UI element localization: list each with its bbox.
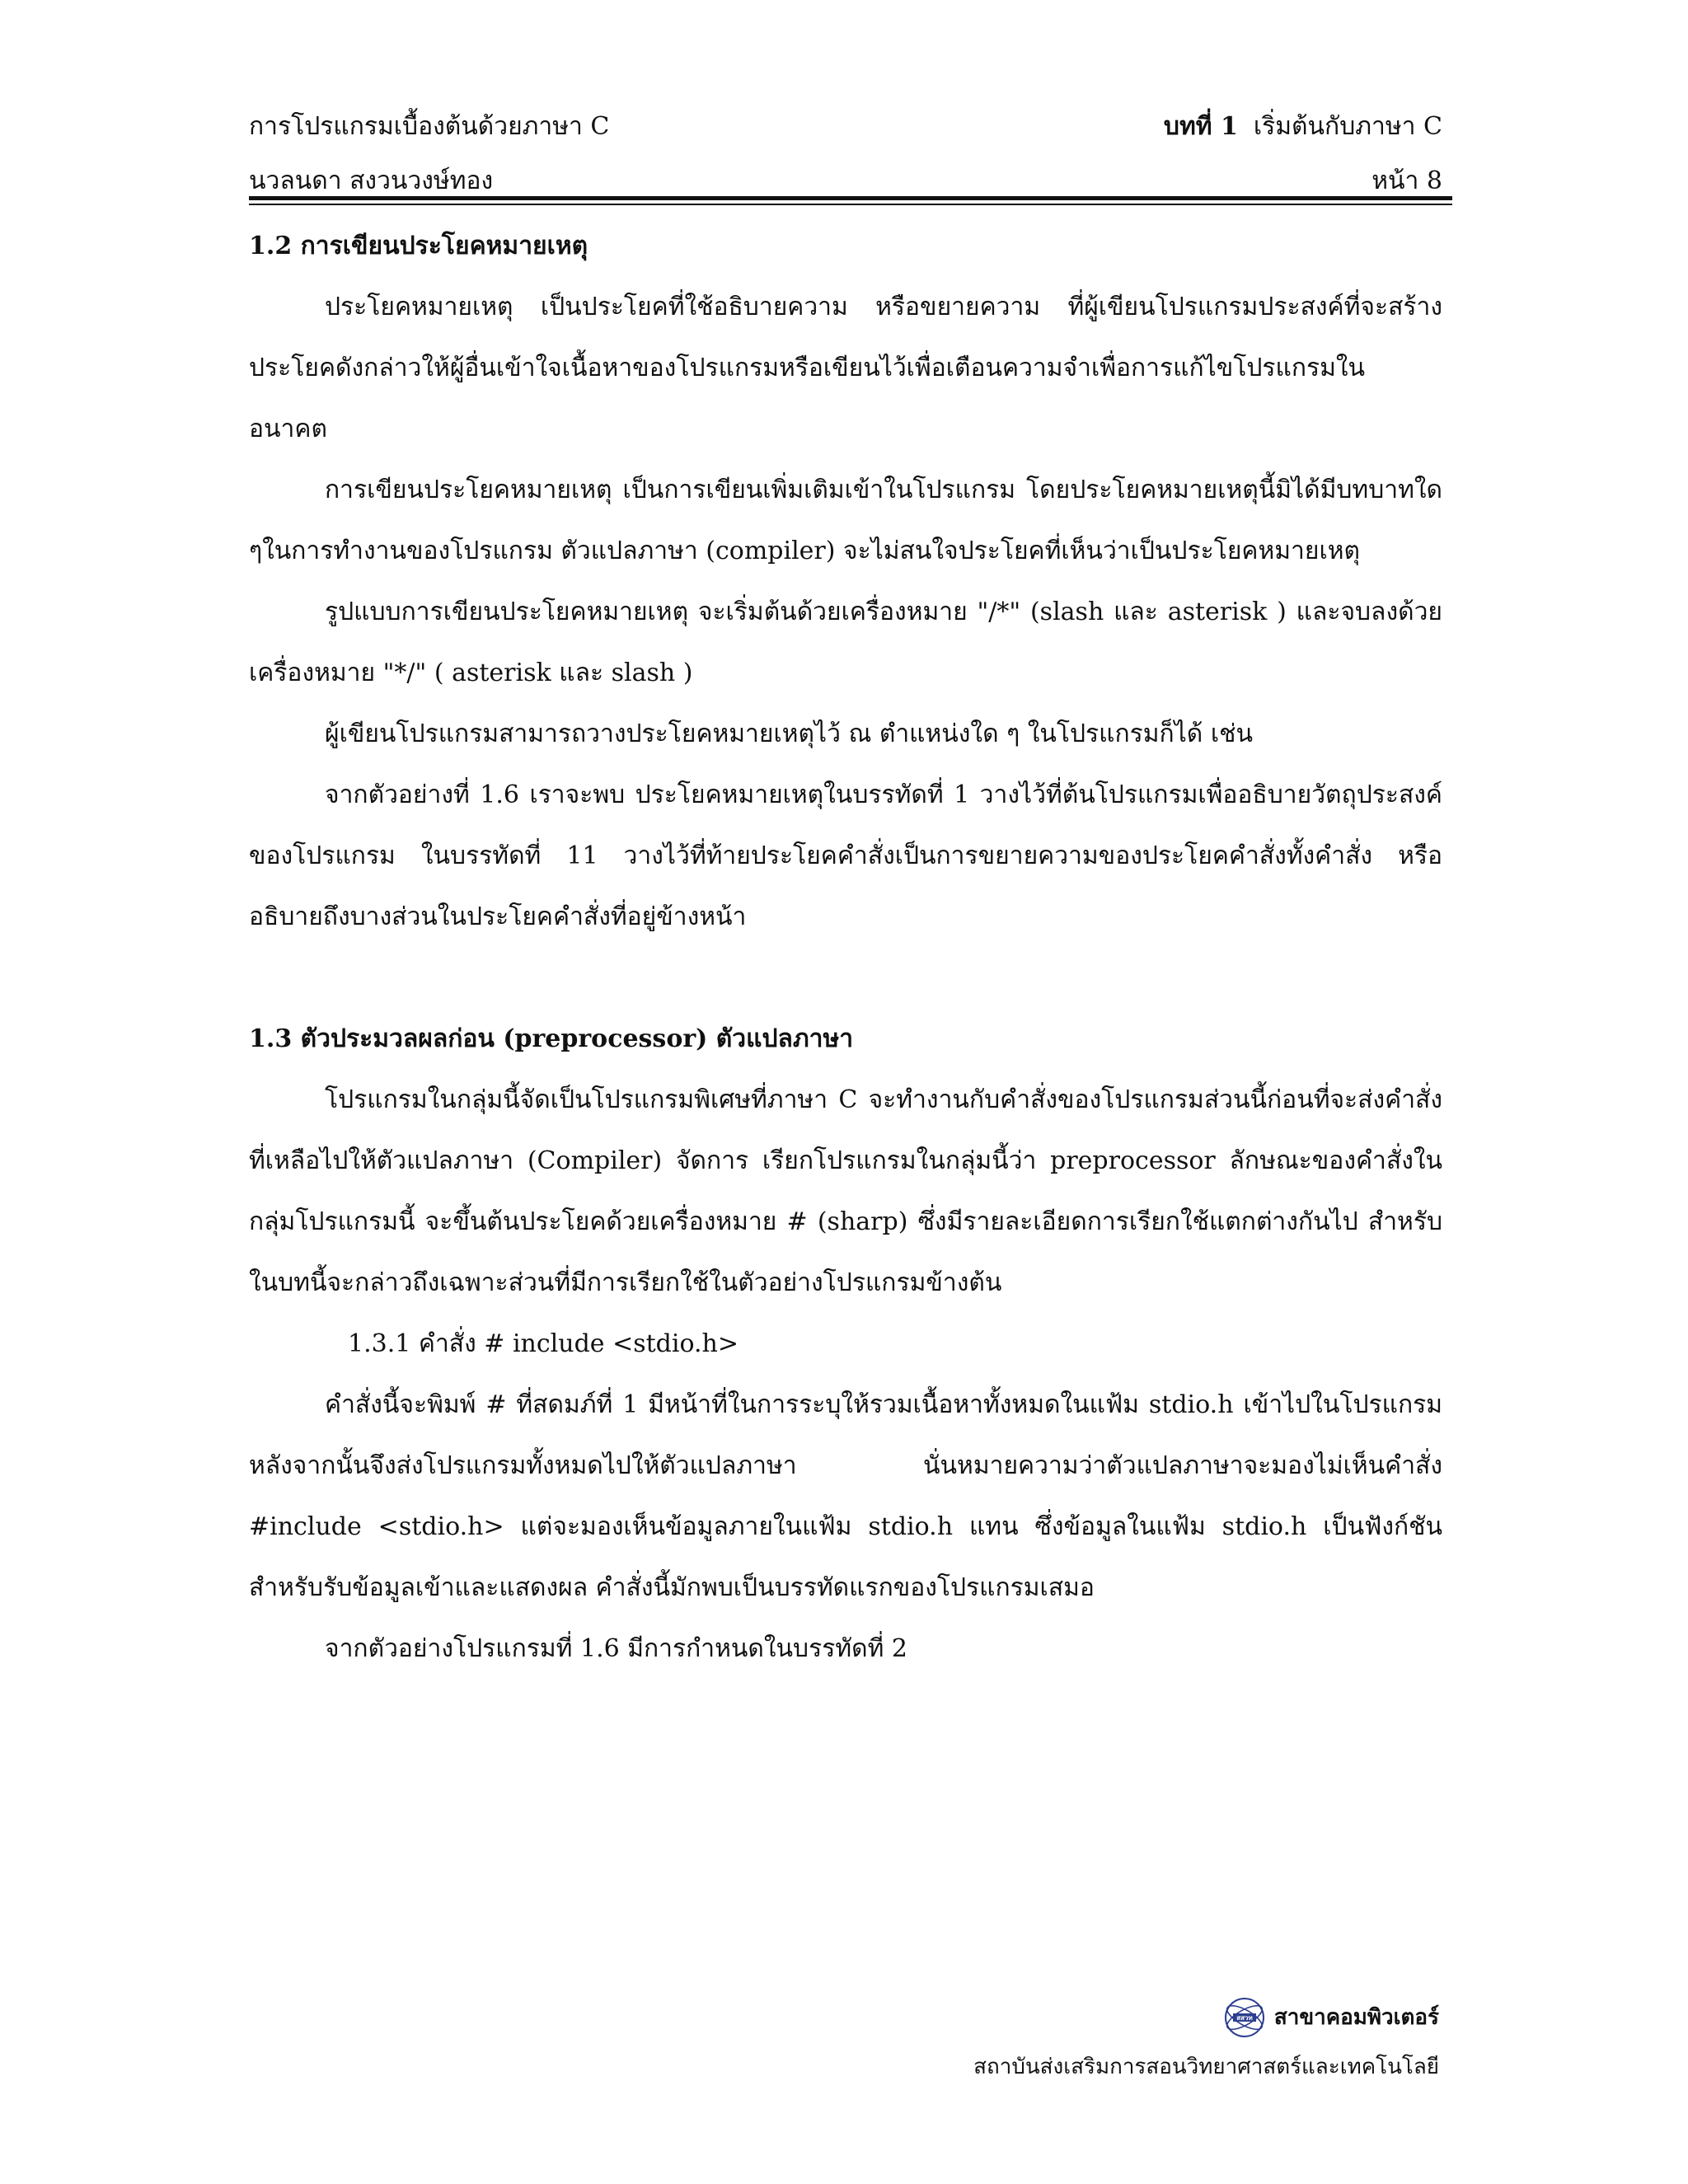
header-page-number: หน้า 8 [1372,166,1442,195]
header-chapter-number: บทที่ 1 [1163,112,1238,141]
header-rule-thin [249,204,1452,205]
paragraph-include-explanation: คำสั่งนี้จะพิมพ์ # ที่สดมภ์ที่ 1 มีหน้าที่ในการระบุให้รวมเนื้อหาทั้งหมดในแฟ้ม stdio.h เข้าไปในโปรแกรม หลังจากนั้นจึงส่งโปรแกรมทั้งหมดไปให้ตัวแปลภาษา นั่นหมายความว่าตัวแปลภาษาจะมองไม่เห็นคำสั่ง #include <stdio.h> แต่จะมองเห็นข้อมูลภายในแฟ้ม stdio.h แทน ซึ่งข้อมูลในแฟ้ม stdio.h เป็นฟังก์ชันสำหรับรับข้อมูลเข้าและแสดงผล คำสั่งนี้มักพบเป็นบรรทัดแรกของโปรแกรมเสมอ [249,1390,1442,1602]
section-heading-1-3: 1.3 ตัวประมวลผลก่อน (preprocessor) ตัวแปลภาษา [249,1024,854,1053]
header-rule-thick [249,196,1452,200]
paragraph-comment-syntax: รูปแบบการเขียนประโยคหมายเหตุ จะเริ่มต้นด้วยเครื่องหมาย "/*" (slash และ asterisk ) และจบลงด้วยเครื่องหมาย "*/" ( asterisk และ slash ) [249,598,1442,687]
header-chapter [1164,107,1442,146]
paragraph-comment-definition: ประโยคหมายเหตุ เป็นประโยคที่ใช้อธิบายความ หรือขยายความ ที่ผู้เขียนโปรแกรมประสงค์ที่จะสร้างประโยคดังกล่าวให้ผู้อื่นเข้าใจเนื้อหาของโปรแกรมหรือเขียนไว้เพื่อเตือนความจำเพื่อการแก้ไขโปรแกรมในอนาคต [249,293,1442,443]
paragraph-comment-purpose: การเขียนประโยคหมายเหตุ เป็นการเขียนเพิ่มเติมเข้าในโปรแกรม โดยประโยคหมายเหตุนี้มิได้มีบทบาทใด ๆในการทำงานของโปรแกรม ตัวแปลภาษา (compiler) จะไม่สนใจประโยคที่เห็นว่าเป็นประโยคหมายเหตุ [249,476,1442,565]
paragraph-comment-placement: ผู้เขียนโปรแกรมสามารถวางประโยคหมายเหตุไว้ ณ ตำแหน่งใด ๆ ในโปรแกรมก็ได้ เช่น [325,719,1253,748]
page-footer [973,1993,1439,2092]
header-book-title: การโปรแกรมเบื้องต้นด้วยภาษา C [249,112,610,141]
logo-lettering: สสวท [1236,2014,1253,2022]
header-row-bottom [249,162,1442,200]
page-content [249,216,1442,1680]
section-spacer [249,948,1442,1009]
header-row-top [249,107,1442,146]
footer-department: สาขาคอมพิวเตอร์ [1273,2005,1439,2030]
section-heading-1-2: 1.2 การเขียนประโยคหมายเหตุ [249,232,588,260]
institute-logo-icon [1223,1996,1266,2039]
paragraph-comment-example: จากตัวอย่างที่ 1.6 เราจะพบ ประโยคหมายเหตุในบรรทัดที่ 1 วางไว้ที่ต้นโปรแกรมเพื่ออธิบายวัตถุประสงค์ของโปรแกรม ในบรรทัดที่ 11 วางไว้ที่ท้ายประโยคคำสั่งเป็นการขยายความของประโยคคำสั่งทั้งคำสั่ง หรืออธิบายถึงบางส่วนในประโยคคำสั่งที่อยู่ข้างหน้า [249,780,1442,931]
footer-institute: สถาบันส่งเสริมการสอนวิทยาศาสตร์และเทคโนโลยี [973,2055,1439,2079]
subheading-1-3-1: 1.3.1 คำสั่ง # include <stdio.h> [348,1329,738,1358]
paragraph-preprocessor-intro: โปรแกรมในกลุ่มนี้จัดเป็นโปรแกรมพิเศษที่ภาษา C จะทำงานกับคำสั่งของโปรแกรมส่วนนี้ก่อนที่จะส่งคำสั่งที่เหลือไปให้ตัวแปลภาษา (Compiler) จัดการ เรียกโปรแกรมในกลุ่มนี้ว่า preprocessor ลักษณะของคำสั่งในกลุ่มโปรแกรมนี้ จะขึ้นต้นประโยคด้วยเครื่องหมาย # (sharp) ซึ่งมีรายละเอียดการเรียกใช้แตกต่างกันไป สำหรับในบทนี้จะกล่าวถึงเฉพาะส่วนที่มีการเรียกใช้ในตัวอย่างโปรแกรมข้างต้น [249,1085,1442,1297]
header-author: นวลนดา สงวนวงษ์ทอง [249,166,494,195]
paragraph-include-example: จากตัวอย่างโปรแกรมที่ 1.6 มีการกำหนดในบรรทัดที่ 2 [325,1634,907,1663]
footer-department-row [973,1993,1439,2042]
header-chapter-title: เริ่มต้นกับภาษา C [1237,112,1442,141]
